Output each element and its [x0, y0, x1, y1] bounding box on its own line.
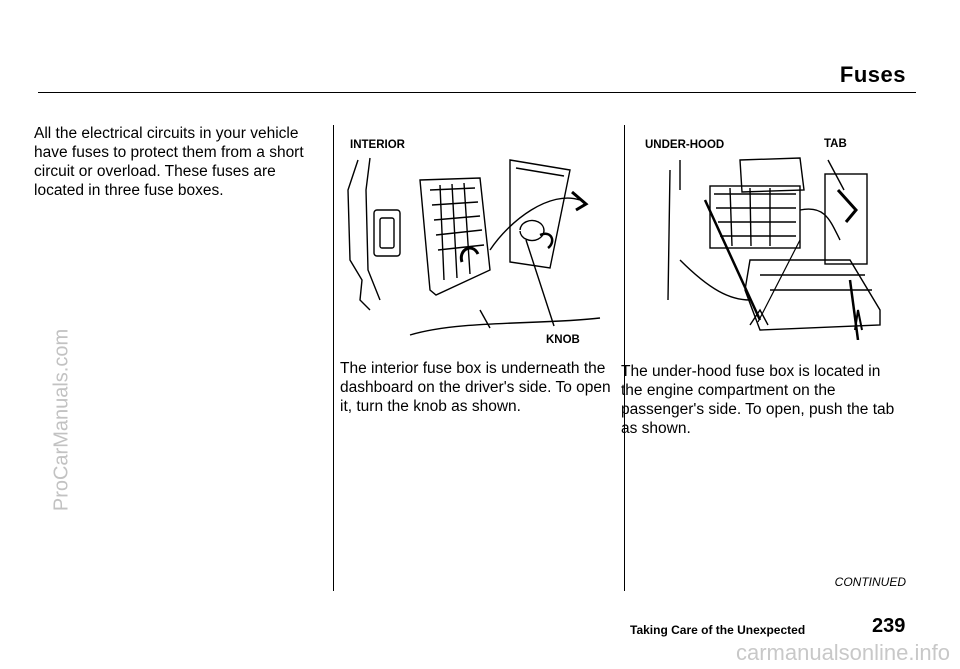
column-divider-left	[333, 125, 334, 591]
watermark-side: ProCarManuals.com	[50, 328, 73, 512]
interior-caption: The interior fuse box is underneath the dashboard on the driver's side. To open it, turn the knob as shown.	[340, 360, 611, 415]
column-divider-right	[624, 125, 625, 591]
header-rule	[38, 92, 916, 93]
page-title: Fuses	[839, 62, 906, 87]
footer-section-title: Taking Care of the Unexpected	[630, 623, 806, 637]
underhood-caption: The under-hood fuse box is located in the engine compartment on the passenger's side. To open, push the tab as shown.	[621, 363, 895, 437]
label-tab: TAB	[824, 138, 847, 150]
label-knob: KNOB	[546, 334, 580, 346]
intro-paragraph: All the electrical circuits in your vehicle have fuses to protect them from a short circuit or overload. These fuses are located in three fuse boxes.	[34, 125, 304, 199]
label-interior: INTERIOR	[350, 139, 405, 151]
watermark-bottom: carmanualsonline.info	[735, 640, 950, 665]
continued-note: CONTINUED	[834, 575, 906, 589]
label-under-hood: UNDER-HOOD	[645, 139, 725, 151]
interior-fuse-box-illustration	[340, 150, 610, 350]
page-number: 239	[872, 615, 906, 637]
underhood-fuse-box-illustration	[650, 150, 890, 340]
